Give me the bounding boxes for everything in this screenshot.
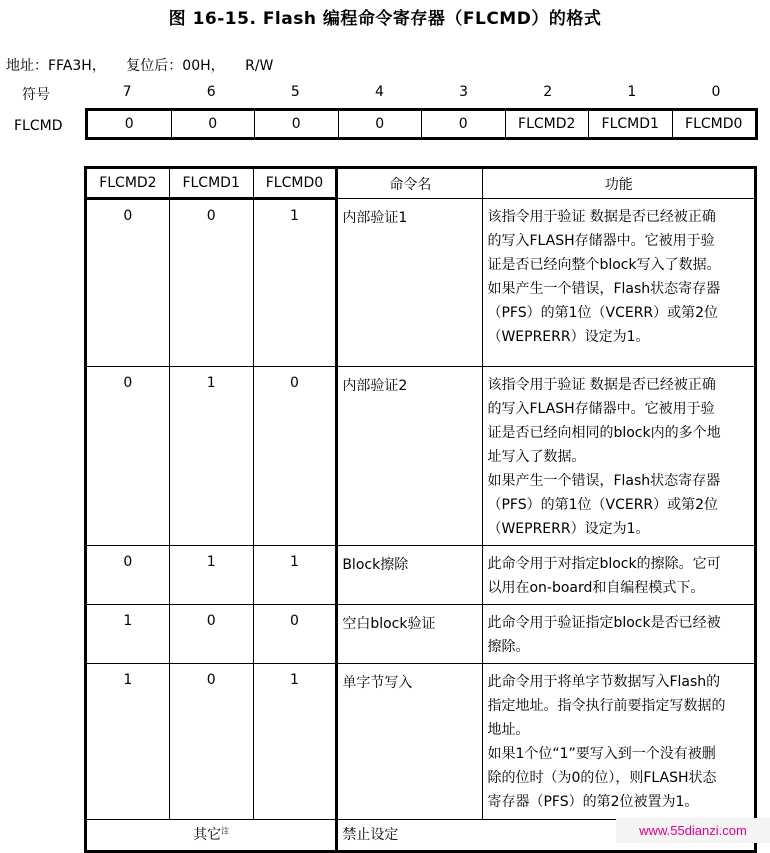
cell-flcmd0: 0 [253,367,337,546]
cell-command-name: 单字节写入 [337,664,483,820]
register-bit-cell: 0 [255,111,339,137]
function-line: 该指令用于验证 数据是否已经被正确 [487,377,716,393]
register-bit-cell: FLCMD1 [589,111,673,137]
function-line: 地址。 [487,722,530,738]
cell-flcmd2: 1 [86,605,170,664]
register-bit-cell: 0 [88,111,172,137]
bit-number: 4 [374,84,384,100]
function-line: 此命令用于验证指定block是否已经被 [487,615,721,631]
register-bit-cell: 0 [422,111,506,137]
function-line: 如果产生一个错误，Flash状态寄存器 [487,281,721,297]
cell-function [483,664,756,820]
function-line: 此命令用于对指定block的擦除。它可 [487,556,721,572]
register-bit-cell: FLCMD0 [685,116,743,132]
table-row [86,605,756,664]
cell-flcmd1: 0 [169,605,253,664]
cell-command-name: 内部验证2 [337,367,483,546]
cell-function [483,199,756,367]
function-line: 如果产生一个错误，Flash状态寄存器 [487,473,721,489]
function-line: 证是否已经向相同的block内的多个地 [487,425,721,441]
function-line: （WEPRERR）设定为1。 [487,521,650,537]
cell-other [86,820,337,852]
function-line: 擦除。 [487,639,530,655]
table-row [86,664,756,820]
function-line: 指定地址。指令执行前要指定写数据的 [487,698,726,714]
figure-title: 图 16-15. Flash 编程命令寄存器（FLCMD）的格式 [168,9,602,29]
cell-flcmd1: 1 [169,367,253,546]
cell-flcmd1: 0 [169,199,253,367]
function-line: 址写入了数据。 [487,449,586,465]
register-address-line [6,55,289,75]
watermark: www.55dianzi.com [616,818,770,843]
cell-command-name: Block擦除 [337,546,483,605]
function-line: （PFS）的第1位（VCERR）或第2位 [487,497,719,513]
table-header-row [86,168,756,199]
function-line: 该指令用于验证 数据是否已经被正确 [487,209,716,225]
header-function: 功能 [483,168,756,199]
register-bit-box [85,108,758,140]
cell-flcmd0: 0 [253,605,337,664]
note-marker: 注 [221,826,230,836]
cell-flcmd1: 1 [169,546,253,605]
cell-command-name: 空白block验证 [337,605,483,664]
function-line: 以用在on-board和自编程模式下。 [487,580,705,596]
register-bit-cell: FLCMD2 [506,111,590,137]
cell-flcmd0: 1 [253,664,337,820]
header-flcmd0: FLCMD0 [253,168,337,199]
function-line: （WEPRERR）设定为1。 [487,329,650,345]
cell-function [483,605,756,664]
function-line: 除的位时（为0的位），则FLASH状态 [487,770,717,786]
cell-flcmd2: 0 [86,199,170,367]
cell-forbidden: 禁止设定 [337,820,756,852]
function-line: 如果1个位“1”要写入到一个没有被删 [487,746,716,762]
function-line: 此命令用于将单字节数据写入Flash的 [487,674,721,690]
cell-command-name: 内部验证1 [337,199,483,367]
cell-flcmd0: 1 [253,199,337,367]
cell-flcmd0: 1 [253,546,337,605]
bit-number: 3 [459,84,469,100]
bit-number: 2 [543,84,553,100]
header-flcmd2: FLCMD2 [86,168,170,199]
function-line: 证是否已经向整个block写入了数据。 [487,257,721,273]
bit-number: 1 [627,84,637,100]
cell-flcmd2: 0 [86,546,170,605]
address-text: 地址：FFA3H， [6,58,106,74]
register-bit-cell: 0 [172,111,256,137]
function-line: 的写入FLASH存储器中。它被用于验 [487,401,715,417]
cell-function [483,367,756,546]
header-flcmd1: FLCMD1 [169,168,253,199]
bit-number-row [85,84,758,104]
other-label: 其它 [193,827,222,843]
access-type-text: R/W [245,58,274,74]
register-bit-cell: 0 [339,111,423,137]
table-row [86,546,756,605]
bit-number: 5 [290,84,300,100]
bit-number: 7 [122,84,132,100]
table-row [86,367,756,546]
reset-value-text: 复位后：00H， [126,58,225,74]
function-line: （PFS）的第1位（VCERR）或第2位 [487,305,719,321]
function-line: 的写入FLASH存储器中。它被用于验 [487,233,715,249]
header-command-name: 命令名 [337,168,483,199]
register-name: FLCMD [14,118,63,134]
function-line: 寄存器（PFS）的第2位被置为1。 [487,794,699,810]
bit-number: 6 [206,84,216,100]
cell-flcmd2: 1 [86,664,170,820]
command-table [84,166,757,853]
table-row [86,199,756,367]
symbol-label: 符号 [22,87,50,103]
cell-flcmd2: 0 [86,367,170,546]
cell-function [483,546,756,605]
bit-number: 0 [711,84,721,100]
cell-flcmd1: 0 [169,664,253,820]
